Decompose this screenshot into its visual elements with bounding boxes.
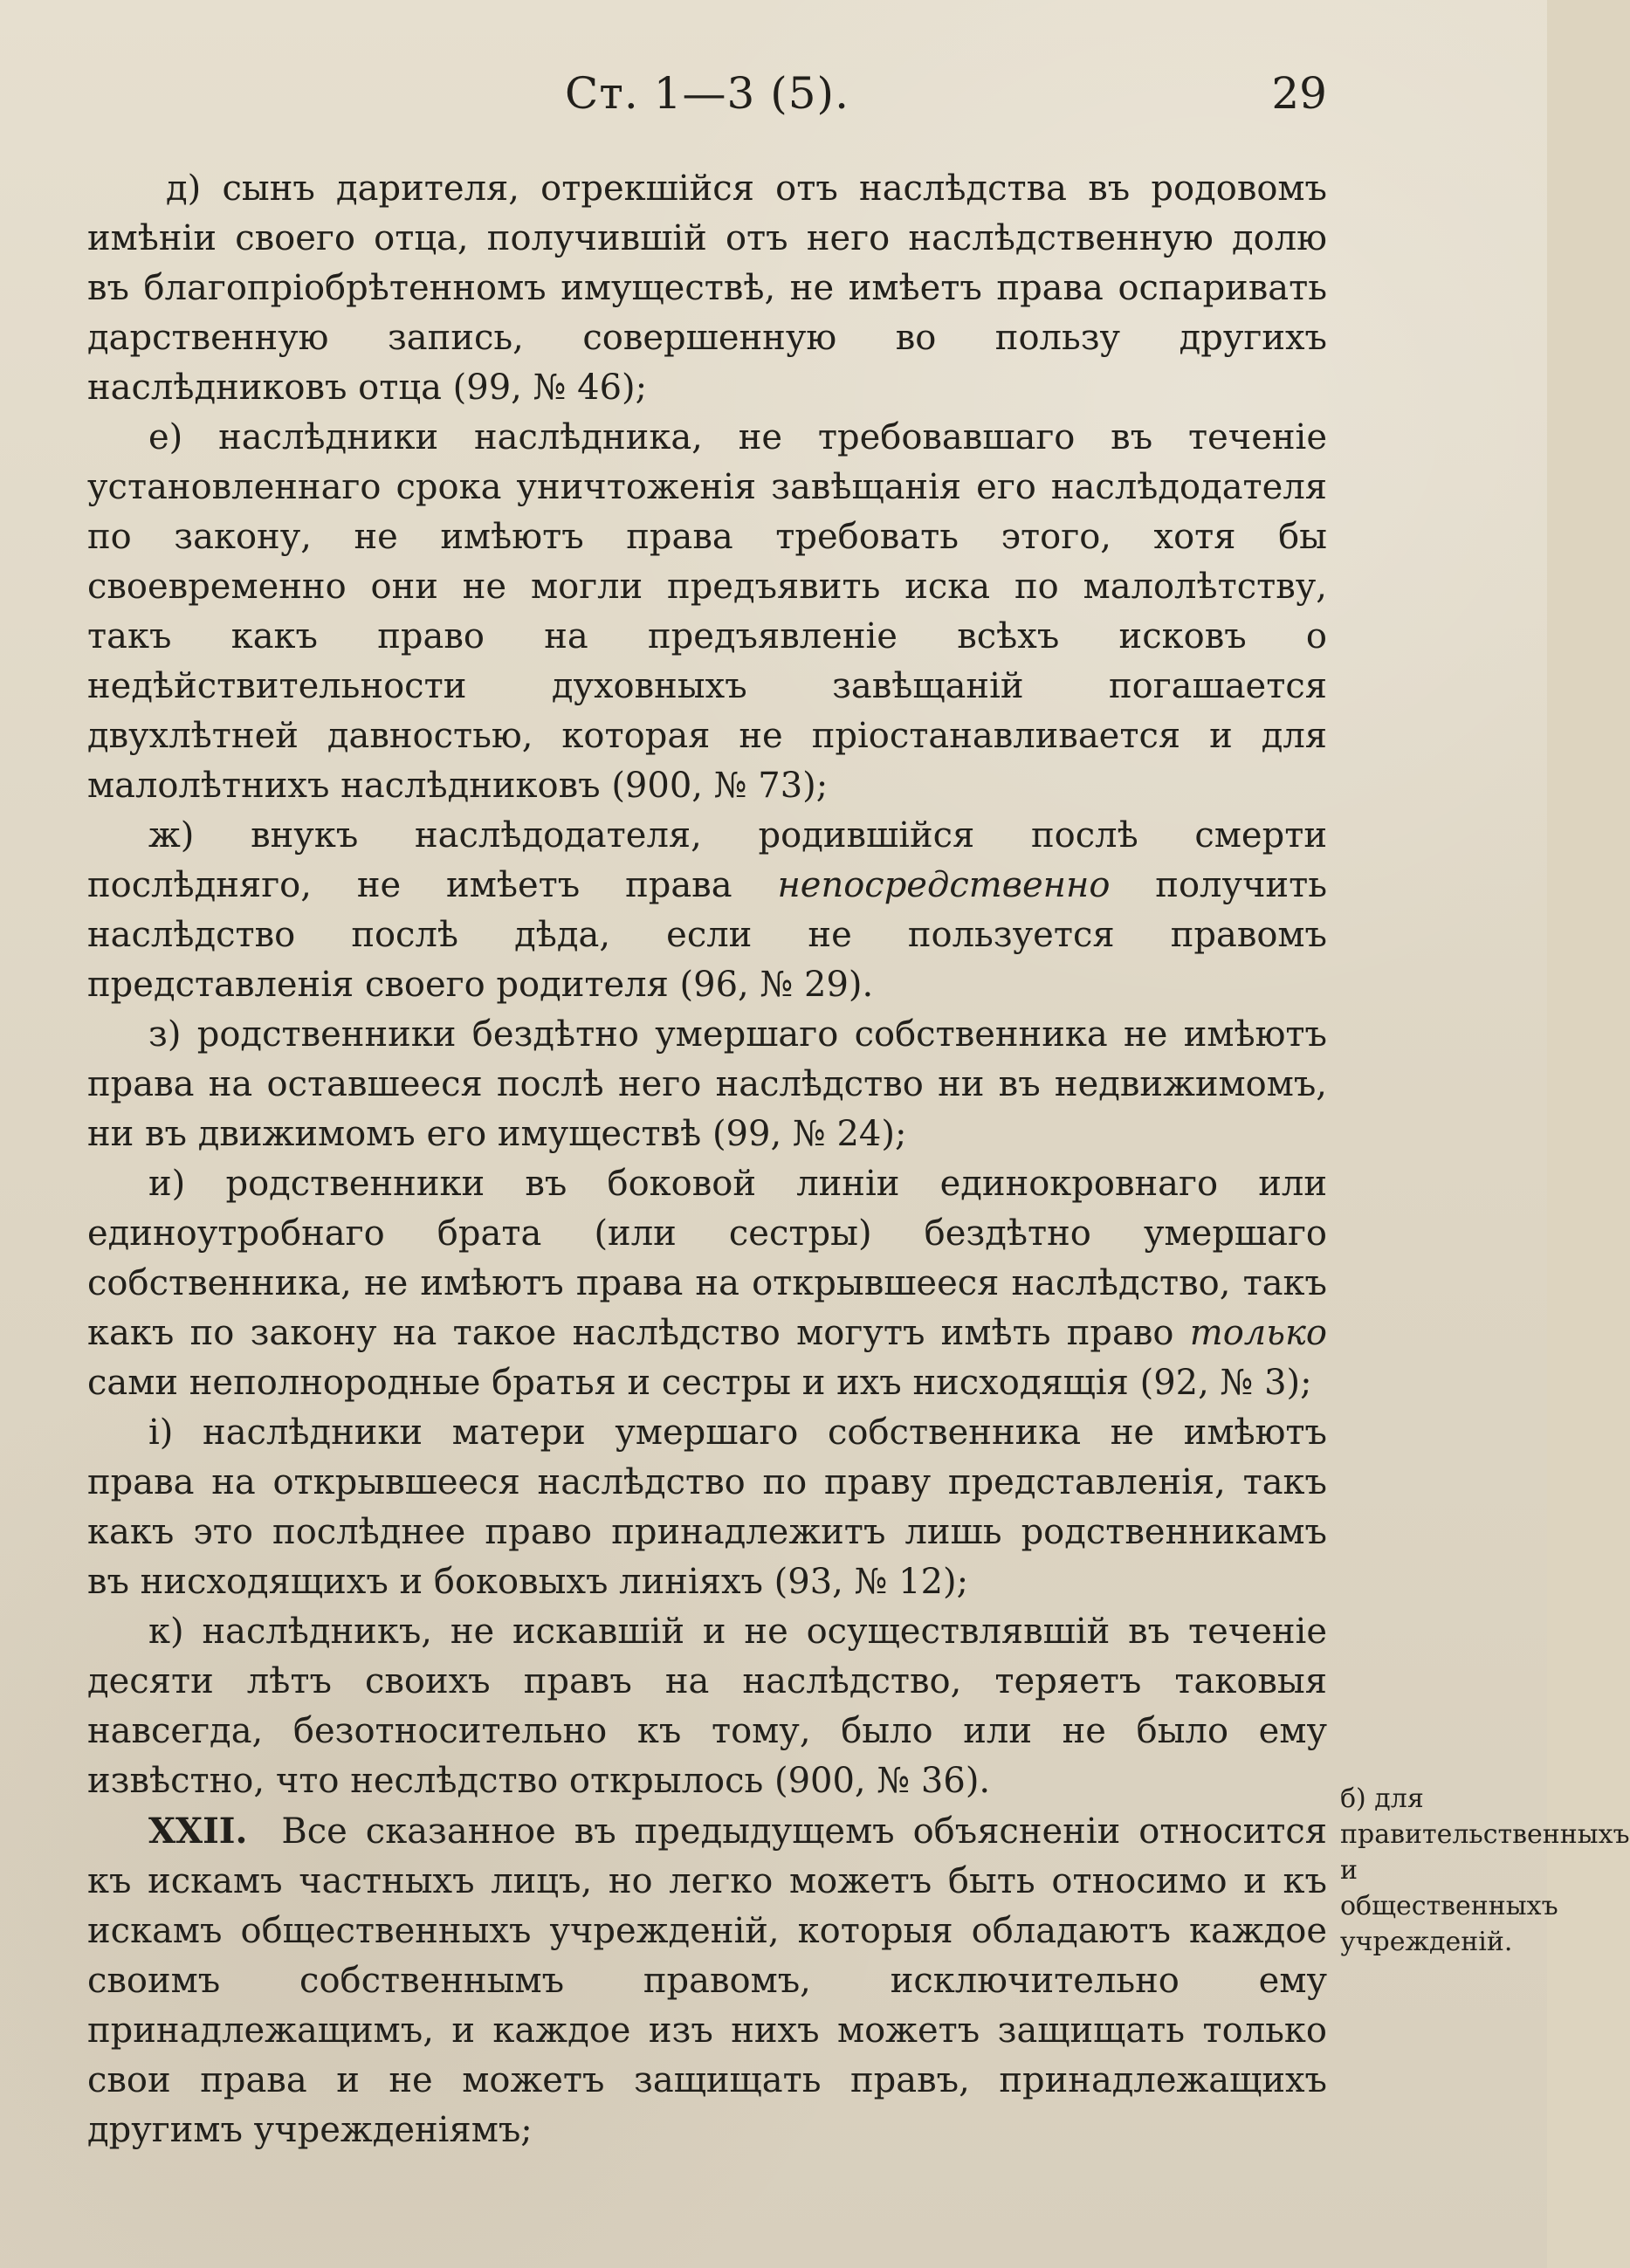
running-head: Ст. 1—3 (5). — [565, 68, 849, 119]
paragraph-d: д) сынъ дарителя, отрекшійся отъ наслѣдства въ родовомъ имѣніи своего отца, получившій отъ него наслѣдственную долю въ благопріобрѣтенномъ имуществѣ, не имѣетъ права оспаривать дарственную запись, совершенную во пользу другихъ наслѣдниковъ отца (99, № 46); — [87, 168, 1327, 408]
paragraph-i — [87, 1159, 1327, 1408]
paragraph-i-dot: і) наслѣдники матери умершаго собственника не имѣютъ права на открывшееся наслѣдство по праву представленія, такъ какъ это послѣднее право принадлежитъ лишь родственникамъ въ нисходящихъ и боковыхъ линіяхъ (93, № 12); — [87, 1412, 1327, 1602]
paragraph-zh — [87, 811, 1327, 1010]
margin-note: б) для правительственныхъ и общественныхъ учрежденій. — [1340, 1783, 1630, 1957]
main-text — [87, 164, 1327, 2155]
section-xxii — [87, 1806, 1327, 2155]
page-header — [87, 63, 1327, 124]
section-xxii-text: Все сказанное въ предыдущемъ объясненіи относится къ искамъ частныхъ лицъ, но легко можетъ быть относимо и къ искамъ общественныхъ учрежденій, которыя обладаютъ каждое своимъ собственнымъ правомъ, исключительно ему принадлежащимъ, и каждое изъ нихъ можетъ защищать только свои права и не можетъ защищать правъ, принадлежащихъ другимъ учрежденіямъ; — [87, 1811, 1327, 2150]
paragraph-k: к) наслѣдникъ, не искавшій и не осуществлявшій въ теченіе десяти лѣтъ своихъ правъ на наслѣдство, теряетъ таковыя навсегда, безотносительно къ тому, было или не было ему извѣстно, что неслѣдство открылось (900, № 36). — [87, 1612, 1327, 1801]
paragraph-z: з) родственники бездѣтно умершаго собственника не имѣютъ права на оставшееся послѣ него наслѣдство ни въ недвижимомъ, ни въ движимомъ его имуществѣ (99, № 24); — [87, 1014, 1327, 1154]
paragraph-zh-after: получить наслѣдство послѣ дѣда, если не пользуется правомъ представленія своего родителя (96, № 29). — [87, 865, 1327, 1005]
section-number: XXII. — [148, 1811, 248, 1852]
paragraph-i-after: сами неполнородные братья и сестры и ихъ нисходящія (92, № 3); — [87, 1363, 1312, 1403]
page-number: 29 — [1271, 68, 1327, 119]
paragraph-zh-emphasis: непосредственно — [777, 865, 1111, 905]
paragraph-zh-before: ж) внукъ наслѣдодателя, родившійся послѣ смерти послѣдняго, не имѣетъ права — [87, 815, 1327, 905]
paragraph-e: е) наслѣдники наслѣдника, не требовавшаго въ теченіе установленнаго срока уничтоженія завѣщанія его наслѣдодателя по закону, не имѣютъ права требовать этого, хотя бы своевременно они не могли предъявить иска по малолѣтству, такъ какъ право на предъявленіе всѣхъ исковъ о недѣйствительности духовныхъ завѣщаній погашается двухлѣтней давностью, которая не пріостанавливается и для малолѣтнихъ наслѣдниковъ (900, № 73); — [87, 417, 1327, 806]
paragraph-i-before: и) родственники въ боковой линіи единокровнаго или единоутробнаго брата (или сестры) бездѣтно умершаго собственника, не имѣютъ права на открывшееся наслѣдство, такъ какъ по закону на такое наслѣдство могутъ имѣть право — [87, 1164, 1327, 1353]
paragraph-i-emphasis: только — [1189, 1313, 1327, 1353]
